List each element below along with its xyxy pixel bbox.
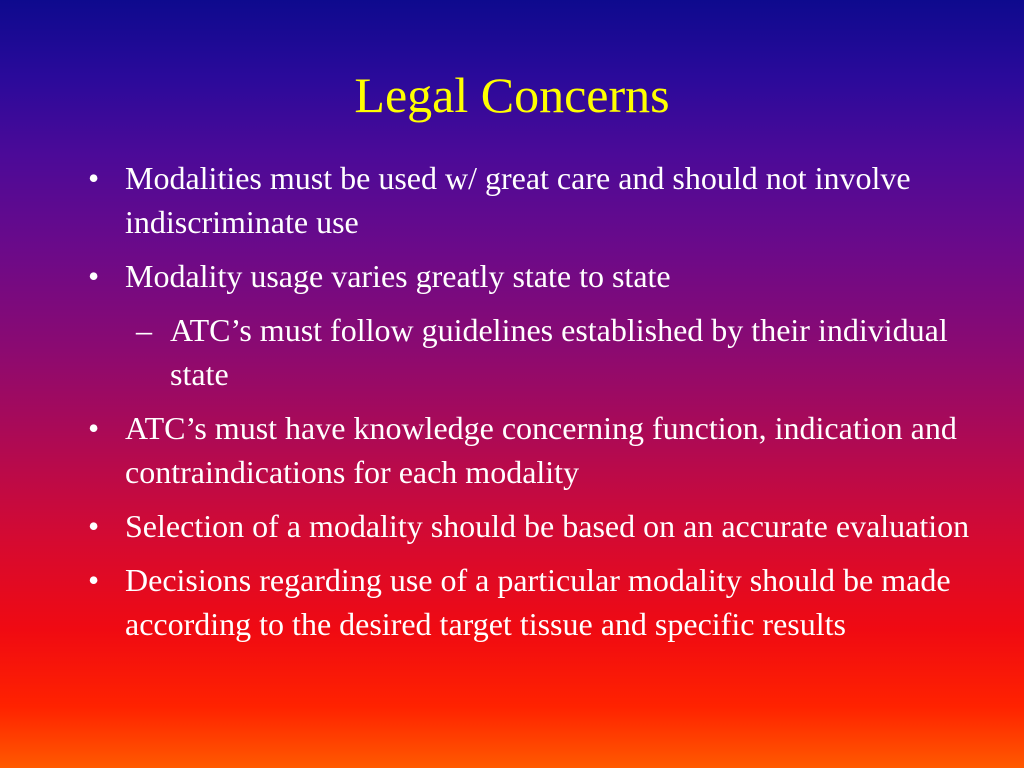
bullet-icon: • (88, 258, 100, 294)
bullet-item (88, 254, 988, 298)
slide-title: Legal Concerns (354, 67, 670, 123)
bullet-icon: • (88, 508, 100, 544)
bullet-icon: • (88, 160, 100, 196)
bullet-icon: • (88, 562, 100, 598)
bullet-text: Selection of a modality should be based on an accurate evaluation (125, 508, 970, 544)
bullet-text: Modality usage varies greatly state to state (125, 258, 671, 294)
sub-bullet-item (88, 308, 988, 396)
bullet-item (88, 406, 988, 494)
bullet-text: Decisions regarding use of a particular modality should be made according to the desired target tissue and specific results (125, 562, 951, 642)
bullet-text: Modalities must be used w/ great care and should not involve indiscriminate use (125, 160, 911, 240)
bullet-icon: • (88, 410, 100, 446)
bullet-list (88, 156, 988, 656)
bullet-item (88, 504, 988, 548)
bullet-item (88, 558, 988, 646)
sub-bullet-text: ATC’s must follow guidelines established by their individual state (170, 312, 948, 392)
dash-icon: – (136, 312, 152, 348)
bullet-item (88, 156, 988, 244)
bullet-text: ATC’s must have knowledge concerning function, indication and contraindications for each modality (125, 410, 957, 490)
